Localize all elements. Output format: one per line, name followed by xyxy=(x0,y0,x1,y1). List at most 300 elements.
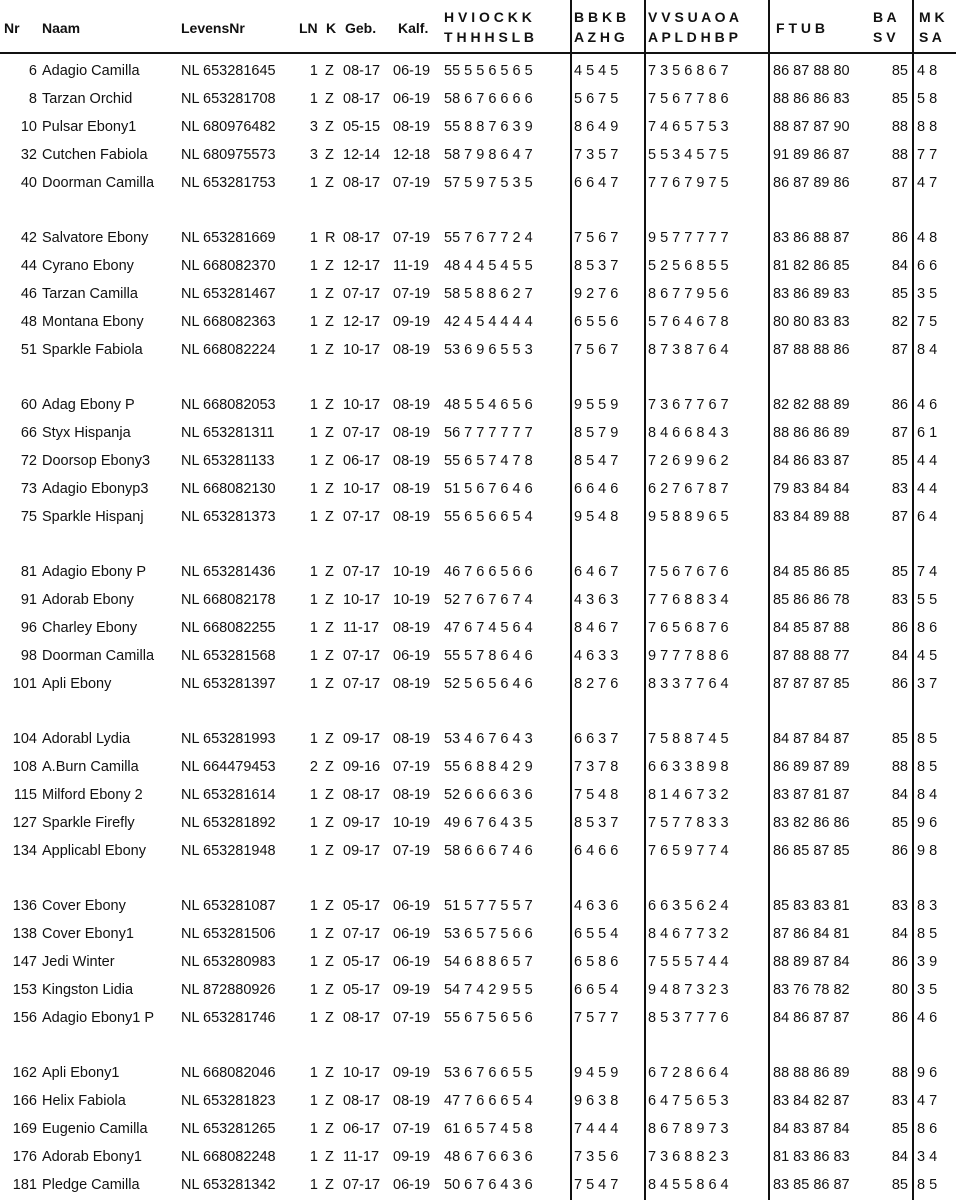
table-row xyxy=(0,586,956,614)
cell-group1: 55 6 5 6 6 5 4 xyxy=(444,509,533,525)
cell-ln: 2 xyxy=(309,759,318,775)
cell-naam: Tarzan Camilla xyxy=(42,286,138,302)
cell-group6: 4 6 xyxy=(917,397,938,413)
cell-group2: 9 2 7 6 xyxy=(574,286,619,302)
cell-kalf: 06-19 xyxy=(393,926,431,942)
cell-naam: Helix Fabiola xyxy=(42,1093,126,1109)
cell-group3: 8 5 3 7 7 7 6 xyxy=(648,1010,729,1026)
cell-group6: 7 5 xyxy=(917,314,938,330)
header-naam: Naam xyxy=(42,20,81,36)
cell-k: R xyxy=(325,230,336,246)
cell-nr: 60 xyxy=(20,397,37,413)
header-k: K xyxy=(326,20,337,36)
cell-naam: Doorman Camilla xyxy=(42,175,155,191)
cell-nr: 166 xyxy=(12,1093,37,1109)
cell-nr: 51 xyxy=(20,342,37,358)
cell-levensnr: NL 653281753 xyxy=(181,175,276,191)
cell-geb: 08-17 xyxy=(343,91,381,107)
cell-group3: 8 4 6 6 8 4 3 xyxy=(648,425,729,441)
cell-nr: 153 xyxy=(12,982,37,998)
header-ln: LN xyxy=(299,20,318,36)
cell-levensnr: NL 668082053 xyxy=(181,397,276,413)
cell-group6: 6 4 xyxy=(917,509,938,525)
cell-group3: 5 2 5 6 8 5 5 xyxy=(648,258,729,274)
cell-group5: 86 xyxy=(891,397,908,413)
cell-geb: 08-17 xyxy=(343,1010,381,1026)
cell-nr: 91 xyxy=(20,592,37,608)
cell-kalf: 08-19 xyxy=(393,731,431,747)
cell-ln: 1 xyxy=(309,481,318,497)
cell-group3: 6 6 3 3 8 9 8 xyxy=(648,759,729,775)
cell-group1: 49 6 7 6 4 3 5 xyxy=(444,815,533,831)
cell-kalf: 07-19 xyxy=(393,843,431,859)
cell-k: Z xyxy=(325,620,334,636)
table-row xyxy=(0,837,956,865)
table-row xyxy=(0,725,956,753)
cell-k: Z xyxy=(325,342,334,358)
cell-kalf: 07-19 xyxy=(393,759,431,775)
cell-geb: 10-17 xyxy=(343,1065,381,1081)
cell-ln: 1 xyxy=(309,954,318,970)
cell-group4: 87 88 88 86 xyxy=(773,342,850,358)
cell-naam: Sparkle Firefly xyxy=(42,815,135,831)
cell-nr: 181 xyxy=(12,1177,37,1193)
cell-nr: 44 xyxy=(20,258,37,274)
cell-levensnr: NL 668082363 xyxy=(181,314,276,330)
cell-geb: 07-17 xyxy=(343,676,381,692)
cell-ln: 1 xyxy=(309,230,318,246)
cell-group3: 8 7 3 8 7 6 4 xyxy=(648,342,729,358)
cell-group2: 7 3 5 7 xyxy=(574,147,619,163)
cell-nr: 42 xyxy=(20,230,37,246)
cell-group2: 4 6 3 3 xyxy=(574,648,619,664)
cell-levensnr: NL 653281265 xyxy=(181,1121,276,1137)
cell-geb: 08-17 xyxy=(343,175,381,191)
cell-group6: 4 5 xyxy=(917,648,938,664)
cell-nr: 40 xyxy=(20,175,37,191)
cell-group4: 81 82 86 85 xyxy=(773,258,850,274)
cell-ln: 1 xyxy=(309,1121,318,1137)
cell-group3: 6 6 3 5 6 2 4 xyxy=(648,898,729,914)
cell-group1: 55 6 7 5 6 5 6 xyxy=(444,1010,533,1026)
cell-geb: 07-17 xyxy=(343,564,381,580)
cell-naam: Adagio Ebony1 P xyxy=(42,1010,155,1026)
cell-geb: 08-17 xyxy=(343,63,381,79)
cell-levensnr: NL 653281708 xyxy=(181,91,276,107)
cell-k: Z xyxy=(325,286,334,302)
cell-group6: 3 4 xyxy=(917,1149,938,1165)
cell-ln: 1 xyxy=(309,564,318,580)
cell-group2: 9 5 4 8 xyxy=(574,509,619,525)
cell-group3: 7 3 6 8 8 2 3 xyxy=(648,1149,729,1165)
cell-nr: 72 xyxy=(20,453,37,469)
cell-naam: Adorab Ebony1 xyxy=(42,1149,142,1165)
cell-group5: 85 xyxy=(891,453,908,469)
cell-geb: 08-17 xyxy=(343,787,381,803)
cell-group4: 91 89 86 87 xyxy=(773,147,850,163)
table-row xyxy=(0,781,956,809)
table-row xyxy=(0,57,956,85)
cell-group1: 48 4 4 5 4 5 5 xyxy=(444,258,533,274)
cell-nr: 138 xyxy=(12,926,37,942)
cell-nr: 108 xyxy=(12,759,37,775)
cell-group4: 87 88 88 77 xyxy=(773,648,850,664)
header-group1-top: H V I O C K K xyxy=(444,9,532,25)
cell-group4: 88 86 86 89 xyxy=(773,425,850,441)
cell-group5: 85 xyxy=(891,731,908,747)
cell-group3: 8 6 7 7 9 5 6 xyxy=(648,286,729,302)
table-header xyxy=(0,0,956,54)
cell-group1: 58 6 7 6 6 6 6 xyxy=(444,91,533,107)
cell-group1: 54 7 4 2 9 5 5 xyxy=(444,982,533,998)
cell-naam: Eugenio Camilla xyxy=(42,1121,148,1137)
cell-geb: 09-17 xyxy=(343,815,381,831)
cell-k: Z xyxy=(325,676,334,692)
cell-kalf: 11-19 xyxy=(393,258,430,274)
cell-group1: 51 5 7 7 5 5 7 xyxy=(444,898,533,914)
cell-levensnr: NL 653281614 xyxy=(181,787,276,803)
cell-naam: Cyrano Ebony xyxy=(42,258,134,274)
cell-naam: A.Burn Camilla xyxy=(42,759,139,775)
table-row xyxy=(0,503,956,531)
cell-geb: 12-14 xyxy=(343,147,381,163)
cell-group6: 8 5 xyxy=(917,731,938,747)
cell-levensnr: NL 872880926 xyxy=(181,982,276,998)
cell-geb: 07-17 xyxy=(343,926,381,942)
cell-k: Z xyxy=(325,843,334,859)
cell-ln: 1 xyxy=(309,509,318,525)
cell-group1: 55 7 6 7 7 2 4 xyxy=(444,230,533,246)
cell-geb: 05-17 xyxy=(343,982,381,998)
cell-geb: 07-17 xyxy=(343,425,381,441)
cell-levensnr: NL 653281311 xyxy=(181,425,275,441)
cell-group5: 84 xyxy=(891,258,908,274)
cell-kalf: 08-19 xyxy=(393,787,431,803)
header-group1-bottom: T H H H S L B xyxy=(444,29,534,45)
cell-group2: 6 5 5 4 xyxy=(574,926,619,942)
cell-naam: Cover Ebony xyxy=(42,898,126,914)
cell-group2: 6 6 3 7 xyxy=(574,731,619,747)
cell-kalf: 09-19 xyxy=(393,1065,431,1081)
cell-group1: 53 6 5 7 5 6 6 xyxy=(444,926,533,942)
table-row xyxy=(0,475,956,503)
cell-group2: 8 5 3 7 xyxy=(574,258,619,274)
cell-group5: 80 xyxy=(891,982,908,998)
cell-geb: 05-15 xyxy=(343,119,381,135)
cell-group1: 55 6 8 8 4 2 9 xyxy=(444,759,533,775)
header-group2-bottom: A Z H G xyxy=(574,29,625,45)
cell-k: Z xyxy=(325,397,334,413)
cell-group3: 7 5 5 5 7 4 4 xyxy=(648,954,729,970)
cell-ln: 1 xyxy=(309,926,318,942)
cell-group6: 3 9 xyxy=(917,954,938,970)
cell-group2: 6 4 6 7 xyxy=(574,564,619,580)
cell-group3: 9 5 8 8 9 6 5 xyxy=(648,509,729,525)
cell-group1: 42 4 5 4 4 4 4 xyxy=(444,314,533,330)
cell-kalf: 09-19 xyxy=(393,1149,431,1165)
cell-group4: 84 87 84 87 xyxy=(773,731,850,747)
cell-group5: 84 xyxy=(891,648,908,664)
header-group3-bottom: A P L D H B P xyxy=(648,29,738,45)
cell-k: Z xyxy=(325,175,334,191)
cell-group6: 8 4 xyxy=(917,787,938,803)
cell-ln: 1 xyxy=(309,63,318,79)
cell-group5: 85 xyxy=(891,1121,908,1137)
cell-group5: 87 xyxy=(891,509,908,525)
cell-nr: 147 xyxy=(12,954,37,970)
cell-naam: Kingston Lidia xyxy=(42,982,134,998)
table-row xyxy=(0,1087,956,1115)
cell-levensnr: NL 653281506 xyxy=(181,926,276,942)
cell-k: Z xyxy=(325,564,334,580)
cell-naam: Tarzan Orchid xyxy=(42,91,133,107)
cell-ln: 1 xyxy=(309,1149,318,1165)
cell-group6: 4 8 xyxy=(917,230,938,246)
cell-group2: 4 3 6 3 xyxy=(574,592,619,608)
cell-group1: 55 6 5 7 4 7 8 xyxy=(444,453,533,469)
cell-naam: Sparkle Fabiola xyxy=(42,342,143,358)
cell-group2: 5 6 7 5 xyxy=(574,91,619,107)
header-geb: Geb. xyxy=(345,20,377,36)
cell-group4: 86 85 87 85 xyxy=(773,843,850,859)
cell-group1: 55 5 7 8 6 4 6 xyxy=(444,648,533,664)
cell-levensnr: NL 668082224 xyxy=(181,342,276,358)
cell-k: Z xyxy=(325,898,334,914)
cell-nr: 10 xyxy=(20,119,37,135)
cell-kalf: 08-19 xyxy=(393,119,431,135)
cell-k: Z xyxy=(325,481,334,497)
cell-ln: 1 xyxy=(309,620,318,636)
table-row xyxy=(0,391,956,419)
cell-nr: 46 xyxy=(20,286,37,302)
cell-geb: 11-17 xyxy=(343,620,380,636)
cell-ln: 1 xyxy=(309,592,318,608)
cell-ln: 1 xyxy=(309,731,318,747)
cell-group6: 4 7 xyxy=(917,1093,938,1109)
header-group3-top: V V S U A O A xyxy=(648,9,740,25)
cell-kalf: 06-19 xyxy=(393,648,431,664)
cell-naam: Adagio Ebonyp3 xyxy=(42,481,149,497)
cell-ln: 1 xyxy=(309,453,318,469)
cell-group2: 7 5 4 7 xyxy=(574,1177,619,1193)
cell-ln: 1 xyxy=(309,91,318,107)
cell-group3: 8 4 5 5 8 6 4 xyxy=(648,1177,729,1193)
cell-group6: 7 7 xyxy=(917,147,938,163)
cell-nr: 96 xyxy=(20,620,37,636)
cell-group4: 84 86 83 87 xyxy=(773,453,850,469)
cell-naam: Charley Ebony xyxy=(42,620,138,636)
cell-group3: 7 4 6 5 7 5 3 xyxy=(648,119,729,135)
cell-levensnr: NL 653281823 xyxy=(181,1093,276,1109)
cell-group4: 84 85 87 88 xyxy=(773,620,850,636)
cell-group6: 8 6 xyxy=(917,1121,938,1137)
cell-levensnr: NL 653281436 xyxy=(181,564,276,580)
cell-naam: Adagio Ebony P xyxy=(42,564,146,580)
cell-group3: 5 5 3 4 5 7 5 xyxy=(648,147,729,163)
header-nr: Nr xyxy=(4,20,20,36)
cell-levensnr: NL 680976482 xyxy=(181,119,276,135)
cell-ln: 1 xyxy=(309,1093,318,1109)
cell-group3: 9 7 7 7 8 8 6 xyxy=(648,648,729,664)
cell-kalf: 08-19 xyxy=(393,509,431,525)
cell-group3: 7 5 8 8 7 4 5 xyxy=(648,731,729,747)
table-row xyxy=(0,948,956,976)
cell-group3: 7 5 7 7 8 3 3 xyxy=(648,815,729,831)
cell-group3: 9 4 8 7 3 2 3 xyxy=(648,982,729,998)
cell-levensnr: NL 668082248 xyxy=(181,1149,276,1165)
cell-nr: 81 xyxy=(20,564,37,580)
cell-geb: 07-17 xyxy=(343,286,381,302)
cell-group5: 82 xyxy=(891,314,908,330)
cell-ln: 1 xyxy=(309,342,318,358)
table-row xyxy=(0,1143,956,1171)
cell-group6: 9 8 xyxy=(917,843,938,859)
cell-group4: 83 85 86 87 xyxy=(773,1177,850,1193)
cell-group4: 87 86 84 81 xyxy=(773,926,850,942)
cell-geb: 09-17 xyxy=(343,731,381,747)
cell-group4: 84 83 87 84 xyxy=(773,1121,850,1137)
cell-ln: 1 xyxy=(309,787,318,803)
cell-group2: 4 6 3 6 xyxy=(574,898,619,914)
cell-ln: 1 xyxy=(309,982,318,998)
cell-group1: 51 5 6 7 6 4 6 xyxy=(444,481,533,497)
cell-group1: 52 5 6 5 6 4 6 xyxy=(444,676,533,692)
cell-group3: 6 7 2 8 6 6 4 xyxy=(648,1065,729,1081)
cell-group3: 8 3 3 7 7 6 4 xyxy=(648,676,729,692)
cell-kalf: 12-18 xyxy=(393,147,431,163)
cell-group4: 85 86 86 78 xyxy=(773,592,850,608)
cell-k: Z xyxy=(325,314,334,330)
table-row xyxy=(0,280,956,308)
cell-geb: 09-17 xyxy=(343,843,381,859)
table-row xyxy=(0,1004,956,1032)
cell-group1: 58 5 8 8 6 2 7 xyxy=(444,286,533,302)
cell-group5: 86 xyxy=(891,620,908,636)
cell-group3: 7 7 6 7 9 7 5 xyxy=(648,175,729,191)
table-row xyxy=(0,892,956,920)
cell-group6: 4 6 xyxy=(917,1010,938,1026)
cell-naam: Adorab Ebony xyxy=(42,592,134,608)
cell-group5: 84 xyxy=(891,1149,908,1165)
header-kalf: Kalf. xyxy=(398,20,429,36)
cell-group5: 85 xyxy=(891,91,908,107)
cell-ln: 1 xyxy=(309,815,318,831)
header-group2-top: B B K B xyxy=(574,9,627,25)
cell-group4: 83 87 81 87 xyxy=(773,787,850,803)
cell-naam: Cover Ebony1 xyxy=(42,926,134,942)
cell-group6: 4 4 xyxy=(917,481,938,497)
cell-k: Z xyxy=(325,91,334,107)
cell-group2: 6 5 8 6 xyxy=(574,954,619,970)
cell-group2: 6 6 4 6 xyxy=(574,481,619,497)
cell-kalf: 06-19 xyxy=(393,1177,431,1193)
cell-kalf: 08-19 xyxy=(393,453,431,469)
table-row xyxy=(0,113,956,141)
cell-nr: 169 xyxy=(12,1121,37,1137)
cell-group5: 86 xyxy=(891,230,908,246)
cell-k: Z xyxy=(325,648,334,664)
cell-group4: 88 86 86 83 xyxy=(773,91,850,107)
cell-naam: Pulsar Ebony1 xyxy=(42,119,137,135)
cell-group2: 7 3 5 6 xyxy=(574,1149,619,1165)
cell-group4: 83 84 82 87 xyxy=(773,1093,850,1109)
cell-group4: 83 76 78 82 xyxy=(773,982,850,998)
cell-kalf: 08-19 xyxy=(393,620,431,636)
table-row xyxy=(0,1059,956,1087)
cell-group1: 52 6 6 6 6 3 6 xyxy=(444,787,533,803)
cell-geb: 07-17 xyxy=(343,509,381,525)
cell-kalf: 06-19 xyxy=(393,91,431,107)
cell-group2: 6 6 5 4 xyxy=(574,982,619,998)
cell-nr: 104 xyxy=(12,731,37,747)
cell-levensnr: NL 668082178 xyxy=(181,592,276,608)
cell-group3: 7 5 6 7 7 8 6 xyxy=(648,91,729,107)
cell-levensnr: NL 653281669 xyxy=(181,230,276,246)
cell-k: Z xyxy=(325,119,334,135)
cell-ln: 1 xyxy=(309,258,318,274)
cell-group5: 86 xyxy=(891,676,908,692)
cell-kalf: 07-19 xyxy=(393,1121,431,1137)
header-group6-bottom: S A xyxy=(919,29,942,45)
cell-levensnr: NL 653281467 xyxy=(181,286,276,302)
cell-k: Z xyxy=(325,453,334,469)
cell-kalf: 10-19 xyxy=(393,564,431,580)
cell-group4: 82 82 88 89 xyxy=(773,397,850,413)
cell-naam: Montana Ebony xyxy=(42,314,144,330)
cell-group3: 8 4 6 7 7 3 2 xyxy=(648,926,729,942)
cell-group3: 5 7 6 4 6 7 8 xyxy=(648,314,729,330)
cell-k: Z xyxy=(325,759,334,775)
cell-levensnr: NL 653281373 xyxy=(181,509,276,525)
cell-naam: Styx Hispanja xyxy=(42,425,131,441)
cell-group2: 7 5 7 7 xyxy=(574,1010,619,1026)
cell-naam: Applicabl Ebony xyxy=(42,843,146,859)
cell-naam: Sparkle Hispanj xyxy=(42,509,144,525)
cell-ln: 1 xyxy=(309,843,318,859)
cell-kalf: 09-19 xyxy=(393,982,431,998)
cell-group5: 83 xyxy=(891,1093,908,1109)
cell-levensnr: NL 653281568 xyxy=(181,648,276,664)
cell-group5: 83 xyxy=(891,592,908,608)
cell-kalf: 07-19 xyxy=(393,175,431,191)
cell-kalf: 08-19 xyxy=(393,342,431,358)
cell-ln: 1 xyxy=(309,425,318,441)
cell-k: Z xyxy=(325,731,334,747)
table-row xyxy=(0,642,956,670)
cell-k: Z xyxy=(325,926,334,942)
cell-kalf: 08-19 xyxy=(393,397,431,413)
cell-group3: 9 5 7 7 7 7 7 xyxy=(648,230,729,246)
table-row xyxy=(0,1115,956,1143)
cell-group1: 57 5 9 7 5 3 5 xyxy=(444,175,533,191)
cell-group2: 6 5 5 6 xyxy=(574,314,619,330)
cell-group6: 8 5 xyxy=(917,1177,938,1193)
cell-levensnr: NL 668082046 xyxy=(181,1065,276,1081)
cell-ln: 3 xyxy=(309,147,318,163)
table-row xyxy=(0,447,956,475)
cell-kalf: 07-19 xyxy=(393,286,431,302)
cell-group4: 80 80 83 83 xyxy=(773,314,850,330)
cell-geb: 12-17 xyxy=(343,258,381,274)
cell-group3: 7 6 5 6 8 7 6 xyxy=(648,620,729,636)
table-row xyxy=(0,252,956,280)
cell-naam: Salvatore Ebony xyxy=(42,230,149,246)
cell-geb: 12-17 xyxy=(343,314,381,330)
cell-ln: 1 xyxy=(309,898,318,914)
cell-geb: 06-17 xyxy=(343,453,381,469)
cell-levensnr: NL 653281948 xyxy=(181,843,276,859)
cell-group6: 8 8 xyxy=(917,119,938,135)
